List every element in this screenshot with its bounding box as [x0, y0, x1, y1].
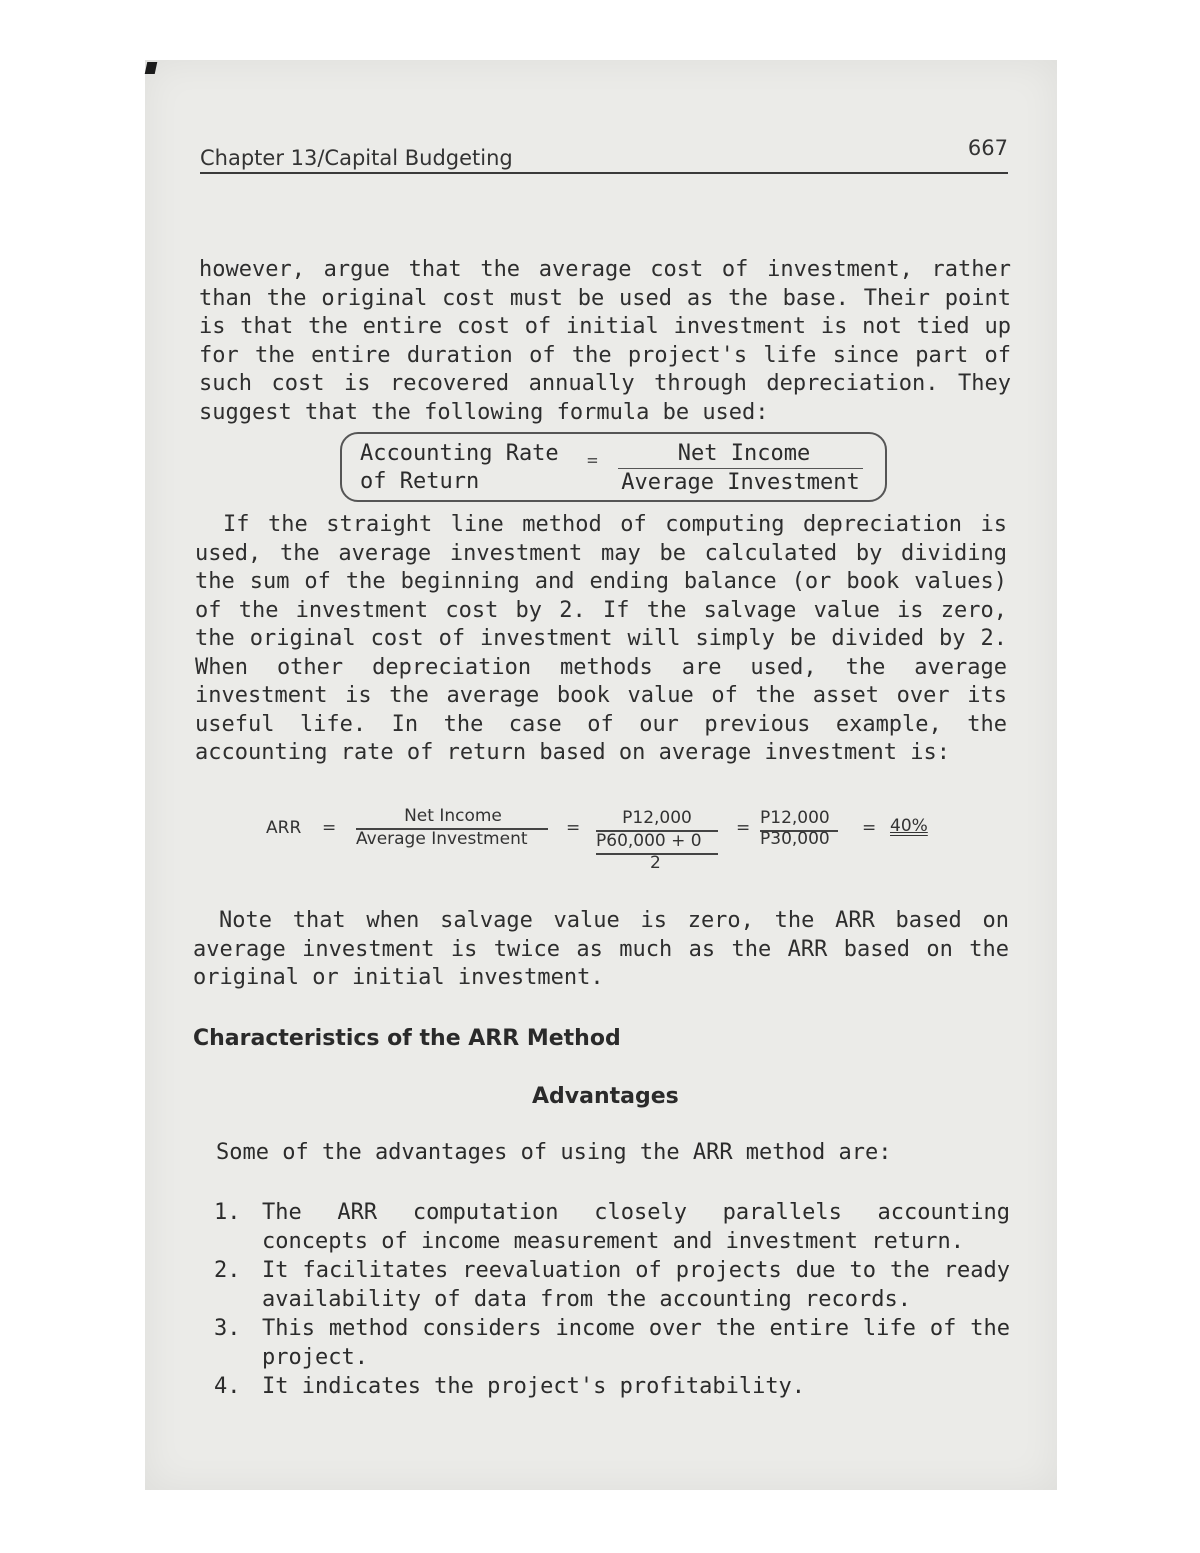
paragraph-average-cost: however, argue that the average cost of investment, rather than the original cost must be used as the base. Their point is that the entire cost of initial investment is not tied up for the entire duration of the project's life since part of such cost is recovered annually through depreciation. They suggest that the following formula be used: — [199, 257, 1011, 425]
arr-equals-4: = — [862, 818, 877, 838]
paragraph-note: Note that when salvage value is zero, the ARR based on average investment is twice as much as the ARR based on the original or initial investment. — [193, 908, 1009, 990]
list-item — [214, 1372, 1010, 1401]
formula-left-line2: of Return — [360, 469, 480, 494]
list-item — [214, 1198, 1010, 1256]
list-item — [214, 1256, 1010, 1314]
list-item-number: 3. — [214, 1316, 241, 1341]
formula-equals: = — [587, 450, 598, 471]
arr-result: 40% — [890, 816, 928, 836]
arr-equals-1: = — [322, 818, 337, 838]
arr-frac2-numerator: P12,000 — [622, 808, 692, 828]
list-item-text: The ARR computation closely parallels accounting concepts of income measurement and investment return. — [262, 1200, 1010, 1254]
arr-equals-3: = — [736, 818, 751, 838]
list-item-text: This method considers income over the entire life of the project. — [262, 1316, 1010, 1370]
arr-label: ARR — [266, 818, 302, 838]
advantages-list — [214, 1198, 1010, 1401]
formula-left-term — [360, 440, 559, 496]
list-item — [214, 1314, 1010, 1372]
arr-calculation — [266, 804, 966, 874]
paragraph-straight-line: If the straight line method of computing depreciation is used, the average investment may be calculated by dividing the sum of the beginning and ending balance (or book values) of the investment cost by 2. If the salvage value is zero, the original cost of investment will simply be divided by 2. When other depreciation methods are used, the average investment is the average book value of the asset over its useful life. In the case of our previous example, the accounting rate of return based on average investment is: — [195, 512, 1007, 765]
formula-numerator: Net Income — [677, 441, 811, 466]
section-heading: Characteristics of the ARR Method — [193, 1026, 621, 1051]
formula-left-line1: Accounting Rate — [360, 441, 559, 466]
formula-denominator: Average Investment — [618, 468, 863, 496]
arr-frac2-denominator: P60,000 + 0 — [596, 831, 702, 851]
subsection-heading: Advantages — [532, 1084, 679, 1109]
arr-equals-2: = — [566, 818, 581, 838]
arr-frac2-divisor: 2 — [650, 853, 661, 873]
chapter-title: Chapter 13/Capital Budgeting — [200, 146, 513, 170]
list-item-number: 4. — [214, 1374, 241, 1399]
arr-formula-box — [340, 432, 887, 502]
list-item-text: It facilitates reevaluation of projects due to the ready availability of data from the accounting records. — [262, 1258, 1010, 1312]
list-item-text: It indicates the project's profitability. — [262, 1374, 806, 1399]
page-number: 667 — [967, 136, 1008, 160]
arr-frac3-denominator: P30,000 — [760, 829, 830, 849]
arr-frac1-denominator: Average Investment — [356, 829, 528, 849]
arr-frac3-numerator: P12,000 — [760, 808, 830, 828]
arr-frac1-numerator: Net Income — [404, 806, 502, 826]
page-header — [200, 132, 1008, 174]
advantages-intro: Some of the advantages of using the ARR method are: — [216, 1140, 892, 1165]
list-item-number: 2. — [214, 1258, 241, 1283]
list-item-number: 1. — [214, 1200, 241, 1225]
